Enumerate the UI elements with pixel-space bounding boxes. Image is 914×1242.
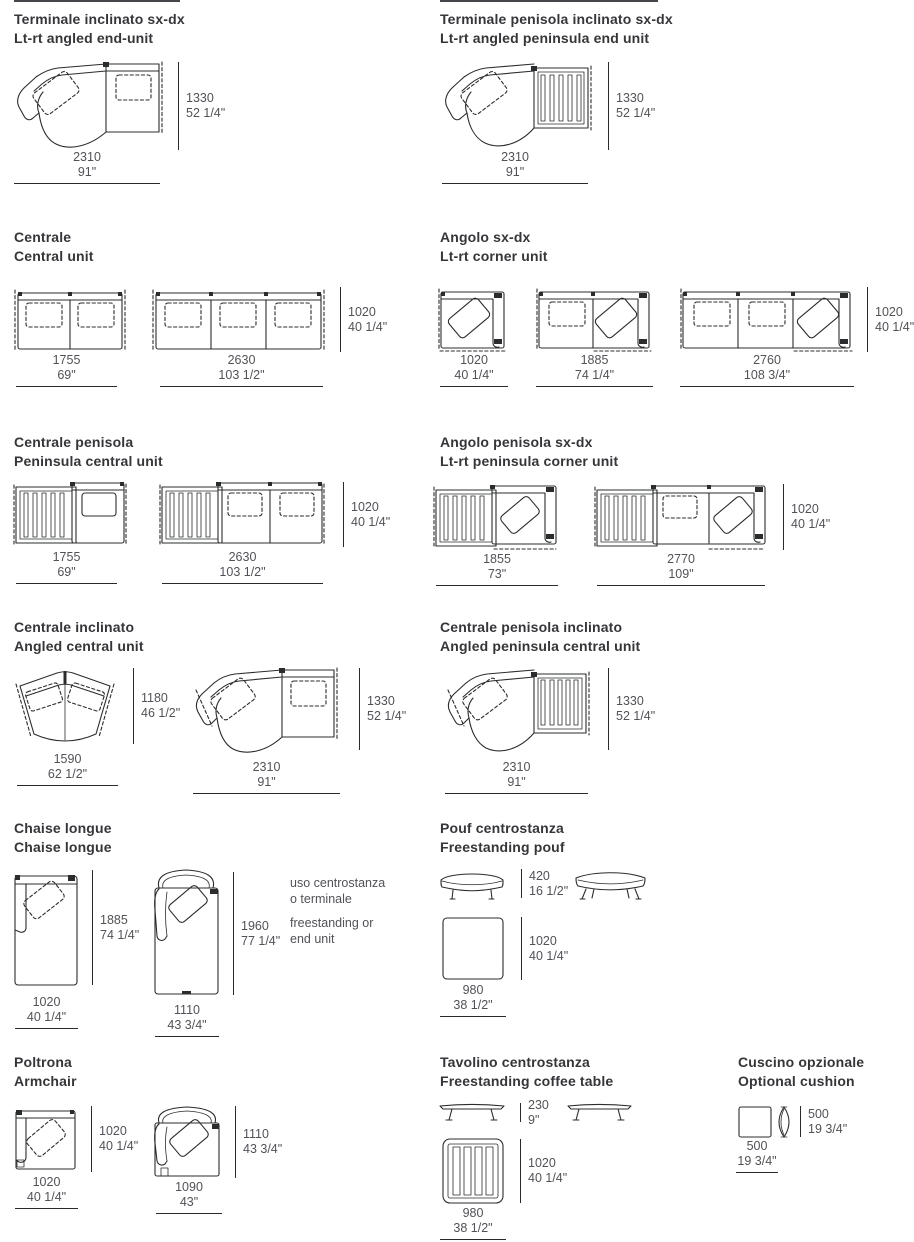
- title-italian: Tavolino centrostanza: [440, 1054, 590, 1070]
- width-dimension: 1855 73": [436, 552, 558, 586]
- angled-central-small-drawing: [12, 666, 118, 750]
- dimension-line: [162, 583, 323, 584]
- title-english: Angled central unit: [14, 638, 144, 654]
- chaise-longue-drawing: [13, 868, 79, 987]
- dimension-line: [92, 870, 93, 985]
- title-italian: Pouf centrostanza: [440, 820, 564, 836]
- height-dimension: 1020 40 1/4": [343, 482, 390, 547]
- dimension-line: [597, 585, 765, 586]
- dimension-line: [193, 793, 340, 794]
- width-dimension: 1110 43 3/4": [155, 1003, 219, 1037]
- title-english: Lt-rt corner unit: [440, 248, 548, 264]
- height-dimension: 1330 52 1/4": [178, 62, 225, 150]
- dimension-line: [343, 482, 344, 547]
- title-italian: Centrale: [14, 229, 72, 245]
- dimension-line: [17, 785, 118, 786]
- title-italian: Centrale penisola: [14, 434, 134, 450]
- title-italian: Angolo penisola sx-dx: [440, 434, 593, 450]
- title-english: Chaise longue: [14, 839, 112, 855]
- height-dimension: 230 9": [520, 1103, 549, 1122]
- dimension-line: [133, 668, 134, 744]
- dimension-line: [521, 917, 522, 980]
- corner-unit-1-drawing: [438, 287, 508, 352]
- width-dimension: 2310 91": [14, 150, 160, 184]
- title-italian: Angolo sx-dx: [440, 229, 531, 245]
- dimension-line: [156, 1213, 222, 1214]
- title-english: Optional cushion: [738, 1073, 855, 1089]
- section-title: [14, 228, 94, 266]
- dimension-line: [867, 287, 868, 352]
- title-english: Central unit: [14, 248, 94, 264]
- chaise-longue-freestanding-drawing: [152, 868, 222, 995]
- central-unit-2seat-drawing: [14, 287, 126, 352]
- width-dimension: 1020 40 1/4": [440, 353, 508, 387]
- dimension-line: [16, 386, 117, 387]
- width-dimension: 1590 62 1/2": [17, 752, 118, 786]
- cushion-side-view-drawing: [776, 1106, 791, 1138]
- height-dimension: 1020 40 1/4": [521, 917, 568, 980]
- dimension-line: [608, 668, 609, 750]
- section-title: [14, 819, 112, 857]
- title-english: Lt-rt angled peninsula end unit: [440, 30, 650, 46]
- title-italian: Centrale penisola inclinato: [440, 619, 623, 635]
- dimension-line: [536, 386, 653, 387]
- dimension-line: [340, 287, 341, 352]
- title-italian: Terminale inclinato sx-dx: [14, 11, 185, 27]
- dimension-line: [16, 583, 117, 584]
- width-dimension: 2310 91": [445, 760, 588, 794]
- width-dimension: 1020 40 1/4": [15, 1175, 78, 1209]
- coffee-table-front-view-drawing: [439, 1101, 505, 1124]
- angled-peninsula-end-unit-drawing: [438, 60, 593, 152]
- height-dimension: 1330 52 1/4": [608, 62, 655, 150]
- width-dimension: 1755 69": [16, 353, 117, 387]
- width-dimension: 980 38 1/2": [440, 1206, 506, 1240]
- height-dimension: 1020 40 1/4": [783, 484, 830, 550]
- section-title: [440, 1053, 613, 1091]
- height-dimension: 1180 46 1/2": [133, 668, 180, 744]
- width-dimension: 2310 91": [193, 760, 340, 794]
- peninsula-corner-1-drawing: [434, 484, 558, 550]
- armchair-wide-drawing: [152, 1105, 223, 1178]
- coffee-table-side-view-drawing: [567, 1101, 632, 1124]
- height-dimension: 1960 77 1/4": [233, 872, 280, 995]
- section-title: [738, 1053, 864, 1091]
- title-english: Angled peninsula central unit: [440, 638, 641, 654]
- height-dimension: 420 16 1/2": [521, 869, 568, 898]
- dimension-line: [440, 1239, 506, 1240]
- width-dimension: 1020 40 1/4": [15, 995, 78, 1029]
- height-dimension: 1020 40 1/4": [91, 1106, 138, 1172]
- section-title: [14, 10, 185, 48]
- height-dimension: 1110 43 3/4": [235, 1106, 282, 1178]
- title-italian: Terminale penisola inclinato sx-dx: [440, 11, 673, 27]
- dimension-line: [445, 793, 588, 794]
- height-dimension: 1020 40 1/4": [340, 287, 387, 352]
- width-dimension: 1885 74 1/4": [536, 353, 653, 387]
- dimension-line: [359, 668, 360, 750]
- dimension-line: [15, 1028, 78, 1029]
- width-dimension: 2770 109": [597, 552, 765, 586]
- section-title: [14, 433, 163, 471]
- width-dimension: 2310 91": [442, 150, 588, 184]
- dimension-line: [436, 585, 558, 586]
- dimension-line: [235, 1106, 236, 1178]
- height-dimension: 1020 40 1/4": [520, 1139, 567, 1203]
- title-english: Freestanding coffee table: [440, 1073, 614, 1089]
- title-italian: Centrale inclinato: [14, 619, 135, 635]
- title-english: Lt-rt peninsula corner unit: [440, 453, 619, 469]
- dimension-line: [800, 1106, 801, 1137]
- section-title: [440, 10, 673, 48]
- pouf-plan-view-drawing: [442, 917, 504, 980]
- dimension-line: [520, 1139, 521, 1203]
- title-italian: Poltrona: [14, 1054, 72, 1070]
- cushion-plan-view-drawing: [738, 1106, 772, 1138]
- cropped-text-artifact: [440, 0, 658, 2]
- width-dimension: 1090 43": [156, 1180, 222, 1214]
- angled-end-unit-drawing: [10, 60, 165, 152]
- width-dimension: 2760 108 3/4": [680, 353, 854, 387]
- coffee-table-plan-view-drawing: [442, 1138, 504, 1204]
- dimension-line: [680, 386, 854, 387]
- pouf-front-view-drawing: [439, 868, 505, 901]
- dimension-line: [783, 484, 784, 550]
- section-title: [440, 228, 548, 266]
- height-dimension: 1020 40 1/4": [867, 287, 914, 352]
- angled-central-large-drawing: [188, 666, 340, 757]
- title-italian: Chaise longue: [14, 820, 112, 836]
- title-italian: Cuscino opzionale: [738, 1054, 865, 1070]
- title-english: Freestanding pouf: [440, 839, 565, 855]
- cropped-text-artifact: [14, 0, 180, 2]
- section-title: [14, 1053, 77, 1091]
- dimension-line: [521, 869, 522, 898]
- title-english: Armchair: [14, 1073, 77, 1089]
- corner-unit-2-drawing: [536, 287, 653, 352]
- section-title: [440, 618, 640, 656]
- section-title: [440, 819, 565, 857]
- corner-unit-3-drawing: [680, 287, 854, 352]
- armchair-drawing: [13, 1105, 78, 1172]
- height-dimension: 1885 74 1/4": [92, 870, 139, 985]
- pouf-side-view-drawing: [574, 868, 647, 901]
- central-unit-3seat-drawing: [152, 287, 325, 352]
- dimension-line: [440, 386, 508, 387]
- title-english: Lt-rt angled end-unit: [14, 30, 154, 46]
- usage-note: uso centrostanza o terminale freestanding or end unit: [290, 876, 386, 946]
- width-dimension: 500 19 3/4": [736, 1139, 778, 1173]
- title-english: Peninsula central unit: [14, 453, 163, 469]
- dimension-line: [736, 1172, 778, 1173]
- height-dimension: 500 19 3/4": [800, 1106, 847, 1137]
- height-dimension: 1330 52 1/4": [359, 668, 406, 750]
- width-dimension: 980 38 1/2": [440, 983, 506, 1017]
- dimension-line: [14, 183, 160, 184]
- section-title: [14, 618, 144, 656]
- angled-peninsula-central-drawing: [440, 666, 592, 757]
- section-title: [440, 433, 618, 471]
- width-dimension: 1755 69": [16, 550, 117, 584]
- width-dimension: 2630 103 1/2": [162, 550, 323, 584]
- dimension-line: [15, 1208, 78, 1209]
- dimension-line: [442, 183, 588, 184]
- dimension-line: [155, 1036, 219, 1037]
- dimension-line: [91, 1106, 92, 1172]
- peninsula-central-1-drawing: [14, 482, 127, 547]
- peninsula-central-2-drawing: [160, 482, 325, 547]
- dimension-line: [233, 872, 234, 995]
- dimension-line: [440, 1016, 506, 1017]
- dimension-line: [608, 62, 609, 150]
- height-dimension: 1330 52 1/4": [608, 668, 655, 750]
- width-dimension: 2630 103 1/2": [160, 353, 323, 387]
- dimension-line: [160, 386, 323, 387]
- dimension-line: [178, 62, 179, 150]
- peninsula-corner-2-drawing: [595, 484, 767, 550]
- dimension-line: [520, 1103, 521, 1122]
